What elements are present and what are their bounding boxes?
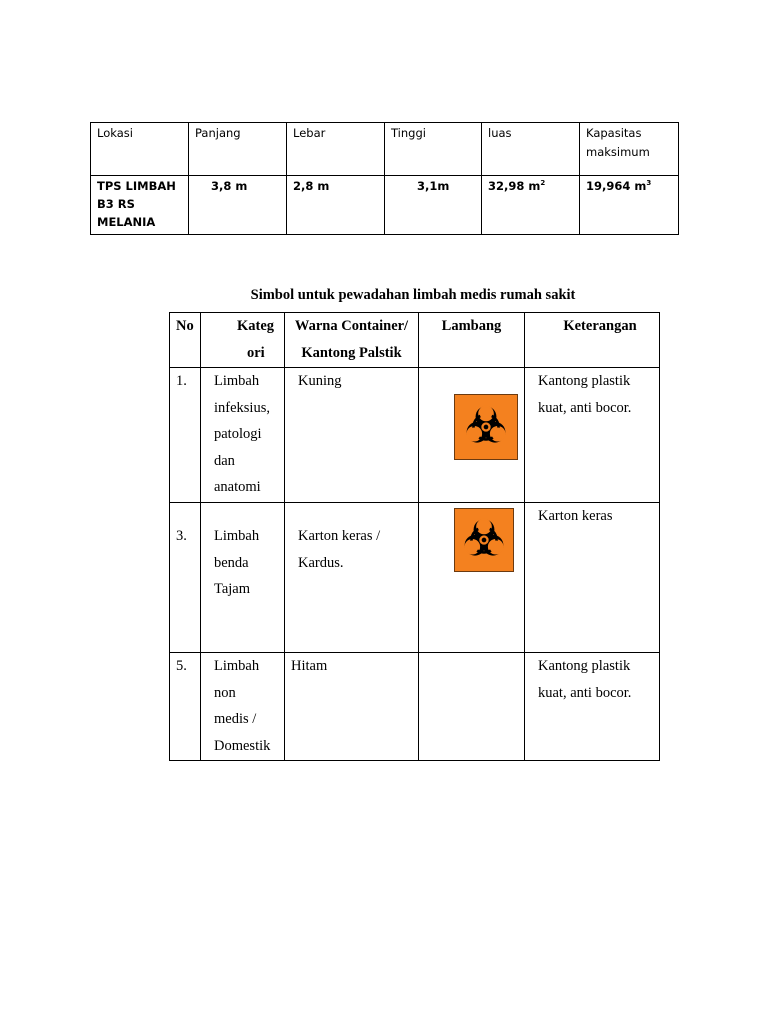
kapasitas-unit-exponent: 3 [646, 179, 652, 187]
kategori-line: Domestik [214, 737, 271, 754]
kategori-line: non [214, 684, 236, 701]
header-kategori [201, 313, 285, 368]
table-row [170, 368, 660, 503]
panjang-value: 3,8 m [211, 179, 248, 193]
warna-line: Karton keras / [298, 528, 381, 544]
cell-keterangan [525, 368, 660, 503]
header-warna [285, 313, 419, 368]
warna-value: Kuning [298, 373, 342, 389]
cell-lambang [419, 653, 525, 761]
tinggi-value: 3,1m [417, 179, 450, 193]
cell-kapasitas [580, 176, 679, 235]
kapasitas-value: 19,964 m [586, 179, 647, 193]
table-row [170, 653, 660, 761]
kategori-line: anatomi [214, 479, 261, 495]
medical-waste-symbol-table [169, 312, 660, 761]
header-keterangan-label: Keterangan [563, 318, 637, 334]
cell-kategori [201, 503, 285, 653]
kategori-line: benda [214, 554, 249, 571]
table-caption: Simbol untuk pewadahan limbah medis rumah sakit [250, 287, 576, 303]
keterangan-line: Kantong plastik [538, 373, 631, 389]
cell-no [170, 503, 201, 653]
kategori-line: dan [214, 452, 235, 469]
row-number: 1. [176, 373, 187, 389]
table-row [91, 176, 679, 235]
warna-value: Hitam [291, 658, 328, 674]
cell-keterangan [525, 503, 660, 653]
header-lambang-label: Lambang [441, 318, 502, 334]
cell-no [170, 368, 201, 503]
header-kategori-line: Kateg [237, 318, 275, 334]
header-no-label: No [176, 318, 194, 334]
biohazard-icon [454, 394, 518, 460]
table-header-row [170, 313, 660, 368]
cell-lebar [287, 176, 385, 235]
cell-warna [285, 368, 419, 503]
cell-kategori [201, 653, 285, 761]
cell-keterangan [525, 653, 660, 761]
lokasi-line: MELANIA [97, 215, 156, 229]
biohazard-symbol [460, 401, 512, 453]
kategori-line: Limbah [214, 658, 260, 674]
row-number: 5. [176, 658, 187, 674]
kategori-line: Limbah [214, 528, 260, 544]
header-warna-line: Kantong Palstik [301, 344, 402, 361]
storage-dimensions-table [90, 122, 679, 235]
lebar-value: 2,8 m [293, 179, 330, 193]
warna-line: Kardus. [298, 554, 344, 571]
table-header-row [91, 123, 679, 176]
header-lambang [419, 313, 525, 368]
biohazard-symbol [458, 514, 510, 566]
keterangan-line: kuat, anti bocor. [538, 399, 632, 416]
luas-value: 32,98 m [488, 179, 541, 193]
header-warna-line: Warna Container/ [294, 318, 409, 334]
row-number: 3. [176, 528, 187, 544]
kategori-line: Limbah [214, 373, 260, 389]
keterangan-line: Kantong plastik [538, 658, 631, 674]
header-tinggi: Tinggi [385, 123, 482, 176]
header-keterangan [525, 313, 660, 368]
cell-no [170, 653, 201, 761]
header-kategori-line: ori [247, 344, 265, 361]
cell-panjang [189, 176, 287, 235]
lokasi-line: TPS LIMBAH [97, 179, 176, 193]
kategori-line: patologi [214, 426, 262, 442]
header-kapasitas: Kapasitas maksimum [580, 123, 679, 176]
cell-lokasi [91, 176, 189, 235]
cell-warna [285, 653, 419, 761]
keterangan-line: kuat, anti bocor. [538, 684, 632, 701]
cell-kategori [201, 368, 285, 503]
header-panjang: Panjang [189, 123, 287, 176]
cell-lambang [419, 503, 525, 653]
table-row [170, 503, 660, 653]
cell-lambang [419, 368, 525, 503]
kategori-line: medis / [214, 711, 257, 727]
cell-luas [482, 176, 580, 235]
biohazard-icon [454, 508, 514, 572]
luas-unit-exponent: 2 [540, 179, 546, 187]
keterangan-line: Karton keras [538, 508, 613, 524]
kategori-line: infeksius, [214, 399, 270, 416]
header-lebar: Lebar [287, 123, 385, 176]
header-luas: luas [482, 123, 580, 176]
kategori-line: Tajam [214, 581, 251, 597]
cell-warna [285, 503, 419, 653]
lokasi-line: B3 RS [97, 197, 135, 211]
header-lokasi: Lokasi [91, 123, 189, 176]
header-no [170, 313, 201, 368]
cell-tinggi [385, 176, 482, 235]
